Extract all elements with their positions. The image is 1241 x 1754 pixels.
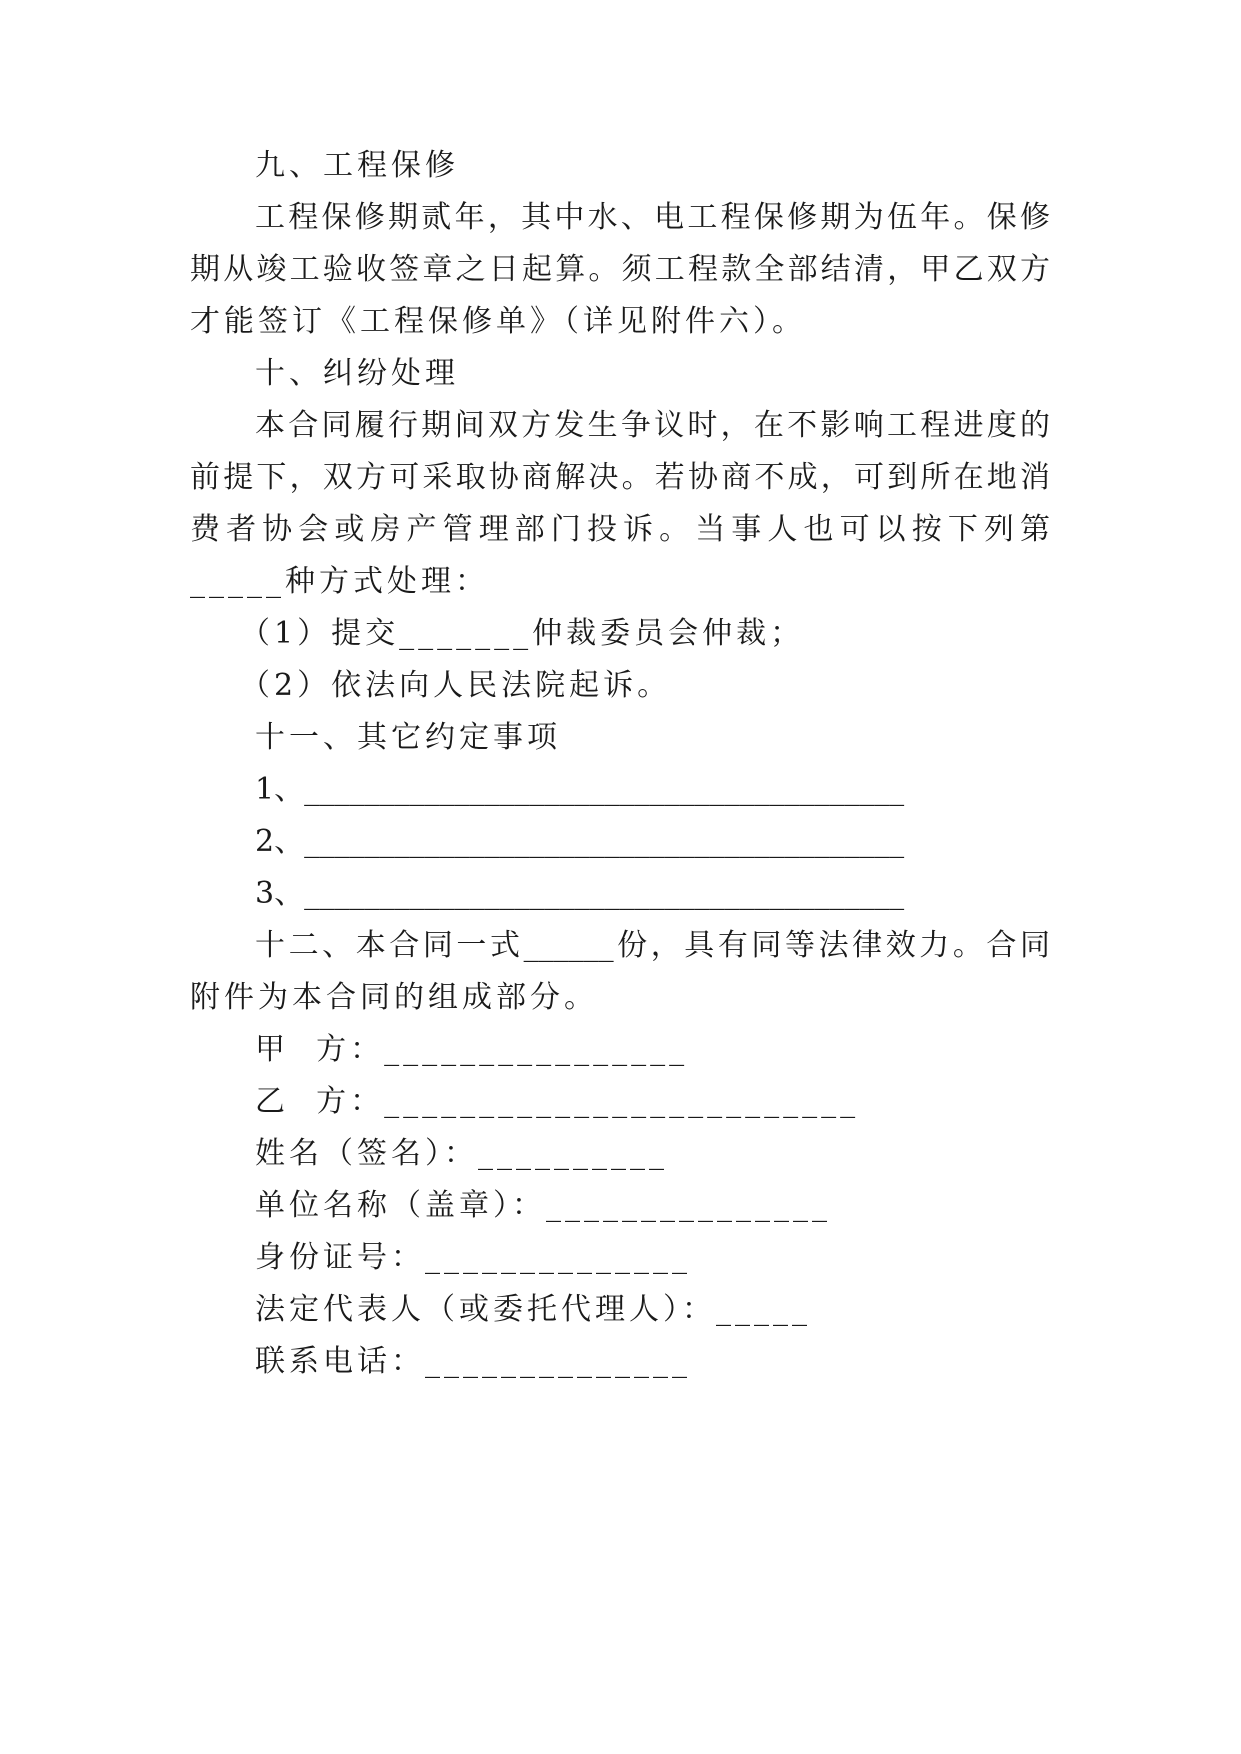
section-10-paragraph-line: 前提下，双方可采取协商解决。若协商不成，可到所在地消 xyxy=(190,460,1050,495)
section-10-paragraph-line: 费者协会或房产管理部门投诉。当事人也可以按下列第 xyxy=(190,512,1050,547)
section-9-paragraph-line: 才能签订《工程保修单》（详见附件六）。 xyxy=(190,304,806,339)
company-seal-line: 单位名称（盖章）：_______________ xyxy=(255,1188,831,1223)
section-11-item: 3、________________________________________ xyxy=(255,876,905,911)
section-9-heading: 九、工程保修 xyxy=(255,148,459,183)
signature-name-line: 姓名（签名）：__________ xyxy=(255,1136,668,1171)
contact-phone-line: 联系电话：______________ xyxy=(255,1344,691,1379)
party-a-line: 甲 方：________________ xyxy=(255,1032,689,1067)
id-number-line: 身份证号：______________ xyxy=(255,1240,691,1275)
section-11-item: 2、________________________________________ xyxy=(255,824,905,859)
section-10-paragraph-line: 本合同履行期间双方发生争议时，在不影响工程进度的 xyxy=(255,408,1050,443)
section-12-paragraph-line: 十二、本合同一式______份，具有同等法律效力。合同 xyxy=(255,928,1050,963)
section-11-heading: 十一、其它约定事项 xyxy=(255,720,561,755)
legal-representative-line: 法定代表人（或委托代理人）：_____ xyxy=(255,1292,811,1327)
section-9-paragraph-line: 期从竣工验收签章之日起算。须工程款全部结清，甲乙双方 xyxy=(190,252,1050,287)
section-10-paragraph-line: _____种方式处理： xyxy=(190,564,489,599)
section-10-option-1: （1）提交_______仲裁委员会仲裁； xyxy=(240,616,805,651)
party-b-line: 乙 方：_________________________ xyxy=(255,1084,860,1119)
section-12-paragraph-line: 附件为本合同的组成部分。 xyxy=(190,980,598,1015)
section-11-item: 1、________________________________________ xyxy=(255,772,905,807)
section-10-heading: 十、纠纷处理 xyxy=(255,356,459,391)
section-9-paragraph-line: 工程保修期贰年，其中水、电工程保修期为伍年。保修 xyxy=(255,200,1050,235)
section-10-option-2: （2）依法向人民法院起诉。 xyxy=(240,668,672,703)
